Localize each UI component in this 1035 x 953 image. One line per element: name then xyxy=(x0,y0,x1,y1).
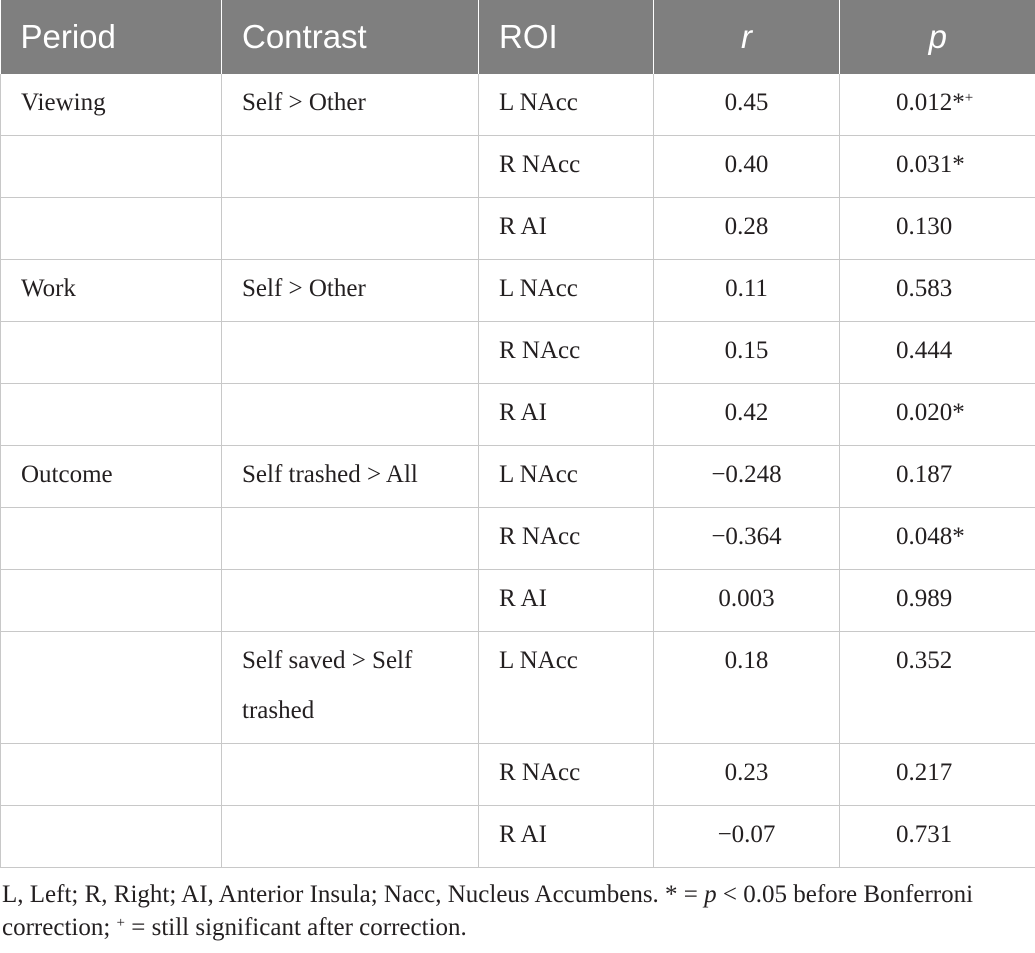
cell-contrast xyxy=(222,570,479,632)
cell-p-text: 0.989 xyxy=(896,585,953,612)
cell-p xyxy=(840,632,1035,744)
cell-p-text: 0.012* xyxy=(896,89,965,116)
cell-p-text: 0.031* xyxy=(896,151,965,178)
table-row xyxy=(1,570,1035,632)
cell-roi-text: R NAcc xyxy=(499,523,581,550)
cell-r-text: 0.18 xyxy=(724,647,769,674)
cell-r-text: 0.28 xyxy=(724,213,769,240)
significance-mark: + xyxy=(964,90,974,106)
cell-contrast xyxy=(222,384,479,446)
cell-contrast xyxy=(222,446,479,508)
cell-period xyxy=(1,74,222,136)
cell-p-text: 0.731 xyxy=(896,821,953,848)
header-roi: ROI xyxy=(479,0,654,74)
footnote-text-1: L, Left; R, Right; AI, Anterior Insula; Nacc, Nucleus Accumbens. * = xyxy=(2,881,705,908)
cell-contrast xyxy=(222,74,479,136)
table-row xyxy=(1,74,1035,136)
header-r: r xyxy=(654,0,840,74)
cell-r-text: 0.11 xyxy=(725,275,768,302)
cell-contrast xyxy=(222,508,479,570)
cell-p xyxy=(840,260,1035,322)
cell-period xyxy=(1,570,222,632)
cell-roi-text: L NAcc xyxy=(499,275,578,302)
cell-period xyxy=(1,806,222,868)
cell-r xyxy=(654,744,840,806)
table-footnote xyxy=(2,878,1032,944)
cell-roi-text: R NAcc xyxy=(499,337,581,364)
cell-r-text: 0.15 xyxy=(724,337,769,364)
cell-roi-text: L NAcc xyxy=(499,461,578,488)
table-header xyxy=(1,0,1035,74)
cell-roi xyxy=(479,744,654,806)
table-row xyxy=(1,632,1035,744)
cell-p xyxy=(840,570,1035,632)
cell-p xyxy=(840,446,1035,508)
header-p: p xyxy=(840,0,1035,74)
cell-r xyxy=(654,74,840,136)
cell-roi xyxy=(479,446,654,508)
footnote-p-symbol: p xyxy=(704,881,717,908)
cell-r xyxy=(654,570,840,632)
cell-period-text: Outcome xyxy=(21,461,113,488)
cell-p xyxy=(840,744,1035,806)
cell-p xyxy=(840,322,1035,384)
footnote-text-2: < 0.05 before Bonferroni correction; xyxy=(2,881,974,941)
cell-p-text: 0.583 xyxy=(896,275,953,302)
cell-r-text: 0.40 xyxy=(724,151,769,178)
footnote-text-3: = still significant after correction. xyxy=(125,914,467,941)
cell-p xyxy=(840,74,1035,136)
footnote-plus-mark: + xyxy=(116,915,125,931)
cell-contrast-text: Self saved > Self trashed xyxy=(242,647,413,724)
cell-contrast xyxy=(222,632,479,744)
table-row xyxy=(1,806,1035,868)
cell-r xyxy=(654,136,840,198)
table-row xyxy=(1,446,1035,508)
cell-roi-text: R AI xyxy=(499,213,547,240)
cell-roi xyxy=(479,74,654,136)
table-row xyxy=(1,260,1035,322)
table-row xyxy=(1,322,1035,384)
table-row xyxy=(1,744,1035,806)
cell-period xyxy=(1,384,222,446)
table-row xyxy=(1,136,1035,198)
cell-period xyxy=(1,198,222,260)
cell-roi-text: R AI xyxy=(499,399,547,426)
cell-r-text: 0.45 xyxy=(724,89,769,116)
cell-contrast xyxy=(222,136,479,198)
cell-period-text: Work xyxy=(21,275,76,302)
cell-roi-text: L NAcc xyxy=(499,647,578,674)
cell-p-text: 0.020* xyxy=(896,399,965,426)
cell-r-text: 0.23 xyxy=(724,759,769,786)
cell-r-text: 0.42 xyxy=(724,399,769,426)
header-contrast: Contrast xyxy=(222,0,479,74)
cell-roi xyxy=(479,632,654,744)
cell-roi-text: R NAcc xyxy=(499,151,581,178)
cell-roi xyxy=(479,806,654,868)
cell-contrast-text: Self > Other xyxy=(242,89,366,116)
cell-contrast xyxy=(222,198,479,260)
cell-p xyxy=(840,806,1035,868)
cell-contrast-text: Self trashed > All xyxy=(242,461,418,488)
cell-roi xyxy=(479,570,654,632)
cell-roi xyxy=(479,260,654,322)
cell-p xyxy=(840,508,1035,570)
cell-roi xyxy=(479,136,654,198)
cell-roi-text: R AI xyxy=(499,821,547,848)
cell-roi xyxy=(479,508,654,570)
cell-contrast-text: Self > Other xyxy=(242,275,366,302)
cell-period xyxy=(1,744,222,806)
cell-roi xyxy=(479,322,654,384)
cell-r-text: 0.003 xyxy=(718,585,775,612)
cell-p-text: 0.187 xyxy=(896,461,953,488)
cell-p xyxy=(840,384,1035,446)
cell-period xyxy=(1,446,222,508)
cell-r xyxy=(654,322,840,384)
cell-contrast xyxy=(222,260,479,322)
cell-r xyxy=(654,632,840,744)
cell-r-text: −0.07 xyxy=(717,821,776,848)
cell-period xyxy=(1,136,222,198)
header-period: Period xyxy=(1,0,222,74)
cell-contrast xyxy=(222,744,479,806)
table-row xyxy=(1,508,1035,570)
cell-roi-text: R AI xyxy=(499,585,547,612)
cell-period xyxy=(1,632,222,744)
cell-contrast xyxy=(222,806,479,868)
cell-p xyxy=(840,136,1035,198)
cell-period xyxy=(1,322,222,384)
table-body xyxy=(1,74,1035,868)
cell-roi-text: R NAcc xyxy=(499,759,581,786)
table-row xyxy=(1,384,1035,446)
cell-roi-text: L NAcc xyxy=(499,89,578,116)
cell-p-text: 0.444 xyxy=(896,337,953,364)
cell-p-text: 0.217 xyxy=(896,759,953,786)
cell-roi xyxy=(479,198,654,260)
cell-period xyxy=(1,260,222,322)
cell-r xyxy=(654,508,840,570)
cell-period xyxy=(1,508,222,570)
cell-r xyxy=(654,806,840,868)
cell-r xyxy=(654,260,840,322)
table-row xyxy=(1,198,1035,260)
header-row xyxy=(1,0,1035,74)
cell-period-text: Viewing xyxy=(21,89,106,116)
cell-r-text: −0.364 xyxy=(711,523,782,550)
cell-p-text: 0.048* xyxy=(896,523,965,550)
cell-r-text: −0.248 xyxy=(711,461,782,488)
cell-p-text: 0.130 xyxy=(896,213,953,240)
cell-contrast xyxy=(222,322,479,384)
cell-r xyxy=(654,446,840,508)
cell-p-text: 0.352 xyxy=(896,647,953,674)
cell-r xyxy=(654,198,840,260)
cell-roi xyxy=(479,384,654,446)
cell-p xyxy=(840,198,1035,260)
cell-r xyxy=(654,384,840,446)
